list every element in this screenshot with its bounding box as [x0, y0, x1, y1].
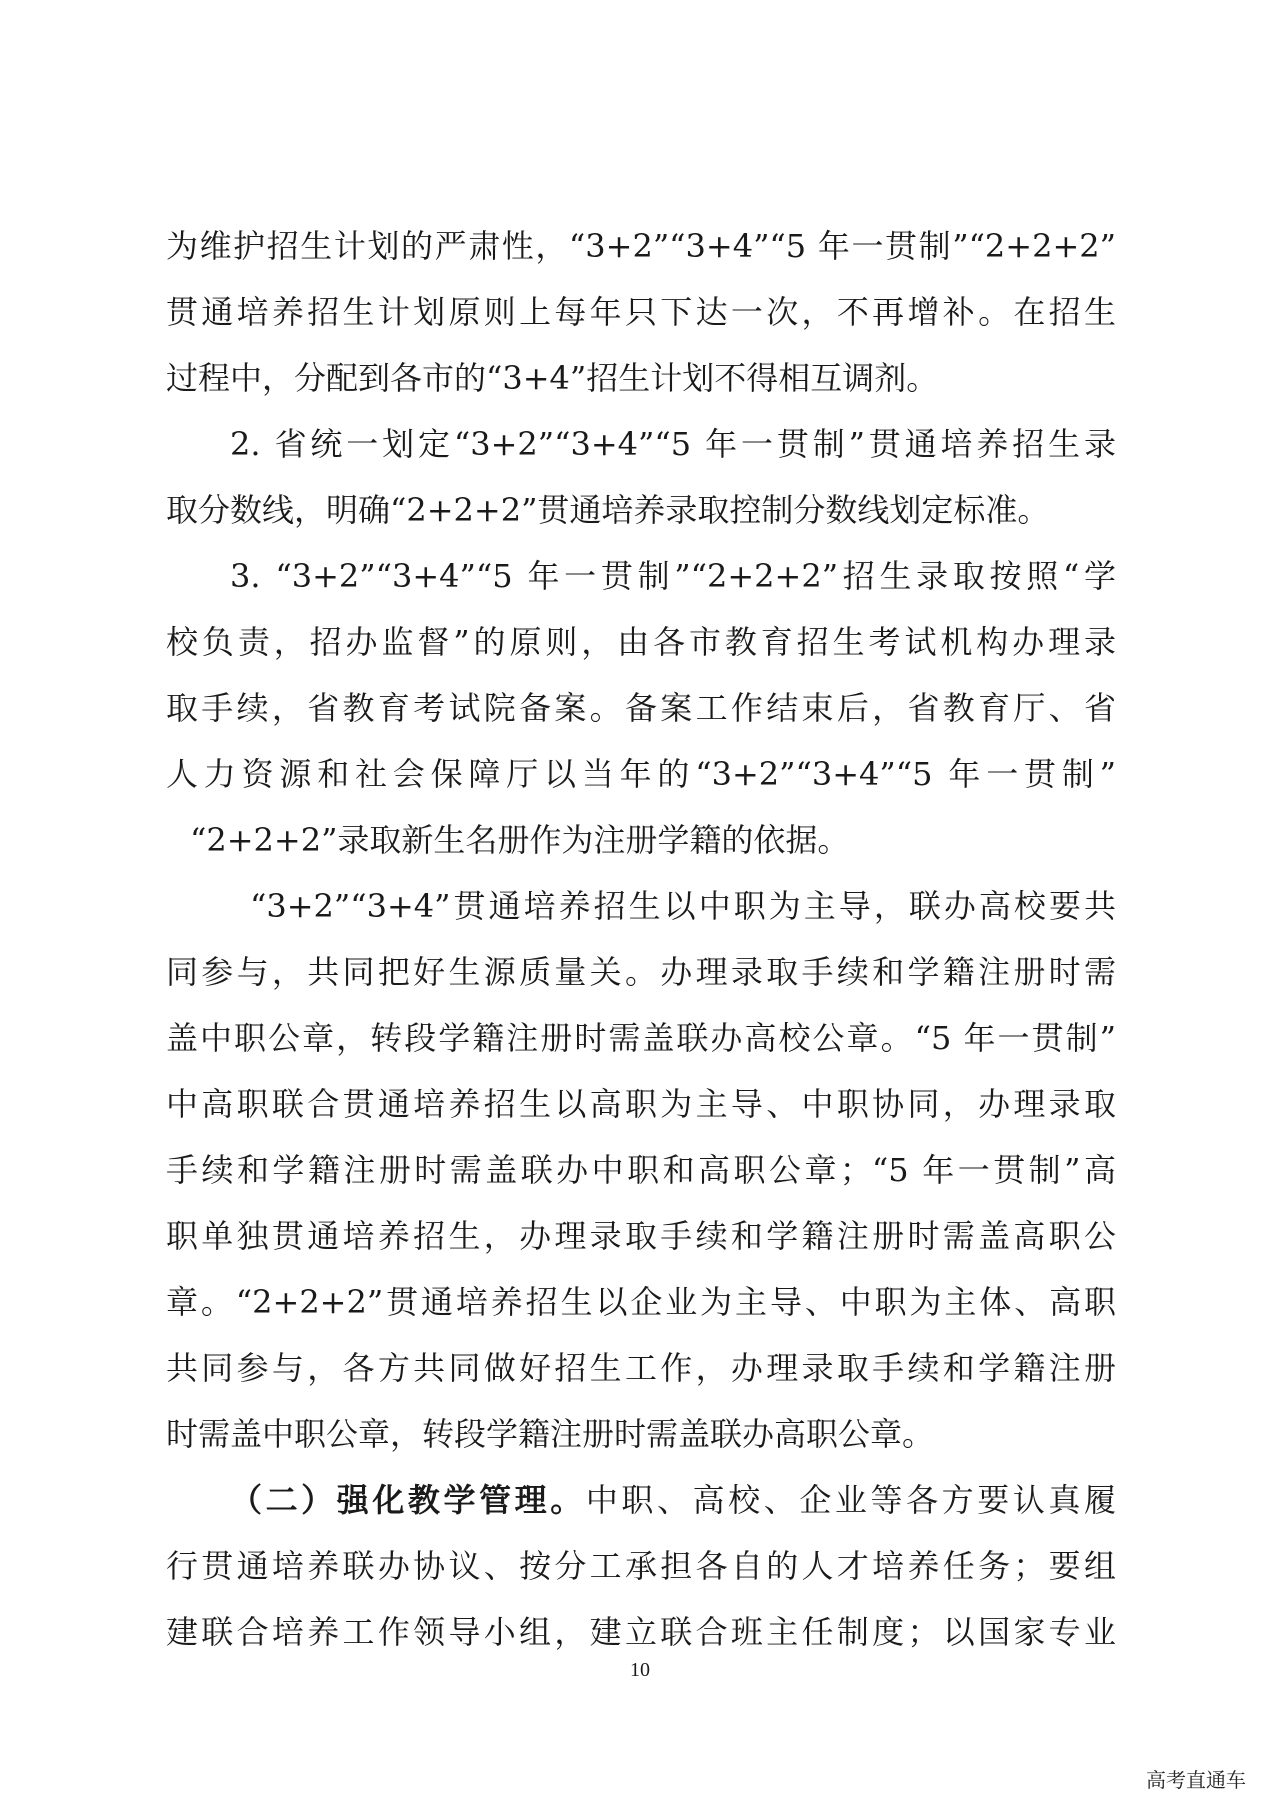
paragraph-line: 为维护招生计划的严肃性，“3+2”“3+4”“5 年一贯制”“2+2+2”	[166, 227, 1116, 265]
paragraph-line: 3. “3+2”“3+4”“5 年一贯制”“2+2+2”招生录取按照“学	[230, 557, 1116, 595]
paragraph-line: 时需盖中职公章，转段学籍注册时需盖联办高职公章。	[166, 1415, 935, 1453]
paragraph-line: 行贯通培养联办协议、按分工承担各自的人才培养任务；要组	[166, 1547, 1116, 1585]
paragraph-line: 职单独贯通培养招生，办理录取手续和学籍注册时需盖高职公	[166, 1217, 1116, 1255]
paragraph-line: 共同参与，各方共同做好招生工作，办理录取手续和学籍注册	[166, 1349, 1116, 1387]
page-number: 10	[630, 1659, 650, 1681]
paragraph-line: 过程中，分配到各市的“3+4”招生计划不得相互调剂。	[166, 359, 939, 397]
section-heading-line	[230, 1480, 1116, 1520]
paragraph-line: 章。“2+2+2”贯通培养招生以企业为主导、中职为主体、高职	[166, 1283, 1116, 1321]
watermark-text: 高考直通车	[1146, 1768, 1246, 1792]
paragraph-line: “3+2”“3+4”贯通培养招生以中职为主导，联办高校要共	[250, 887, 1116, 925]
paragraph-line: 人力资源和社会保障厅以当年的“3+2”“3+4”“5 年一贯制”	[166, 755, 1116, 793]
paragraph-line: “2+2+2”录取新生名册作为注册学籍的依据。	[190, 821, 850, 859]
paragraph-line: 中高职联合贯通培养招生以高职为主导、中职协同，办理录取	[166, 1085, 1116, 1123]
section-heading: （二）强化教学管理。	[230, 1481, 586, 1519]
section-heading-rest: 中职、高校、企业等各方要认真履	[585, 1481, 1116, 1519]
paragraph-line: 同参与，共同把好生源质量关。办理录取手续和学籍注册时需	[166, 953, 1116, 991]
paragraph-line: 取分数线，明确“2+2+2”贯通培养录取控制分数线划定标准。	[166, 491, 1050, 529]
paragraph-line: 建联合培养工作领导小组，建立联合班主任制度；以国家专业	[166, 1613, 1116, 1651]
paragraph-line: 贯通培养招生计划原则上每年只下达一次，不再增补。在招生	[166, 293, 1116, 331]
paragraph-line: 2. 省统一划定“3+2”“3+4”“5 年一贯制”贯通培养招生录	[230, 425, 1116, 463]
paragraph-line: 手续和学籍注册时需盖联办中职和高职公章；“5 年一贯制”高	[166, 1151, 1116, 1189]
paragraph-line: 校负责，招办监督”的原则，由各市教育招生考试机构办理录	[166, 623, 1116, 661]
paragraph-line: 盖中职公章，转段学籍注册时需盖联办高校公章。“5 年一贯制”	[166, 1019, 1116, 1057]
paragraph-line: 取手续，省教育考试院备案。备案工作结束后，省教育厅、省	[166, 689, 1116, 727]
